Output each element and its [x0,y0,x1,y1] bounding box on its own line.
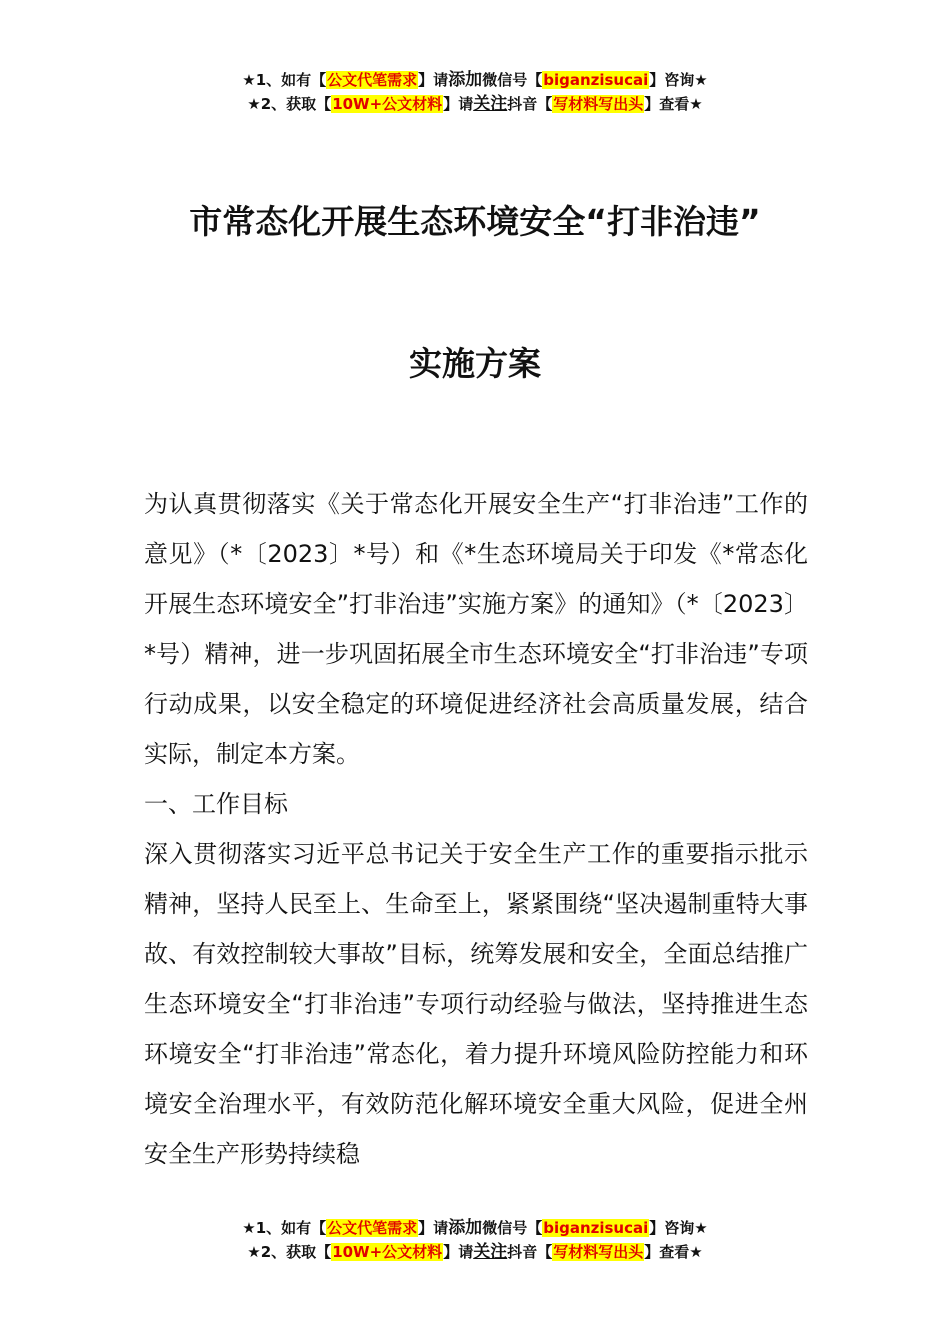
promo-service-highlight: 公文代笔需求 [327,71,418,89]
goal-paragraph: 深入贯彻落实习近平总书记关于安全生产工作的重要指示批示精神，坚持人民至上、生命至上，紧紧围绕“坚决遏制重特大事故、有效控制较大事故”目标，统筹发展和安全，全面总结推广生态环境安全“打非治违”专项行动经验与做法，坚持推进生态环境安全“打非治违”常态化，着力提升环境风险防控能力和环境安全治理水平，有效防范化解环境安全重大风险，促进全州安全生产形势持续稳 [144,840,808,1168]
footer-promo-banner [0,1216,950,1264]
document-body [144,479,808,1179]
promo-line-1: ★1、如有【公文代笔需求】请添加微信号【biganzisucai】咨询★ [242,70,708,90]
document-title: 市常态化开展生态环境安全“打非治违” [189,202,761,241]
section-heading: 一、工作目标 [144,790,288,818]
promo-line-2: ★2、获取【10W+公文材料】请关注抖音【写材料写出头】查看★ [247,94,703,114]
header-promo-banner [0,68,950,116]
document-subtitle: 实施方案 [409,344,541,383]
promo-douyin-id: 写材料写出头 [553,95,644,113]
promo-line-1: ★1、如有【公文代笔需求】请添加微信号【biganzisucai】咨询★ [242,1218,708,1238]
promo-materials-highlight: 10W+公文材料 [332,1243,443,1261]
promo-wechat-id: biganzisucai [543,1219,649,1237]
intro-paragraph: 为认真贯彻落实《关于常态化开展安全生产“打非治违”工作的意见》（*〔2023〕*号）和《*生态环境局关于印发《*常态化开展生态环境安全”打非治违”实施方案》的通知》（*〔2023〕*号）精神，进一步巩固拓展全市生态环境安全“打非治违”专项行动成果，以安全稳定的环境促进经济社会高质量发展，结合实际，制定本方案。 [144,490,808,768]
promo-materials-highlight: 10W+公文材料 [332,95,443,113]
promo-wechat-id: biganzisucai [543,71,649,89]
promo-service-highlight: 公文代笔需求 [327,1219,418,1237]
promo-douyin-id: 写材料写出头 [553,1243,644,1261]
promo-line-2: ★2、获取【10W+公文材料】请关注抖音【写材料写出头】查看★ [247,1242,703,1262]
